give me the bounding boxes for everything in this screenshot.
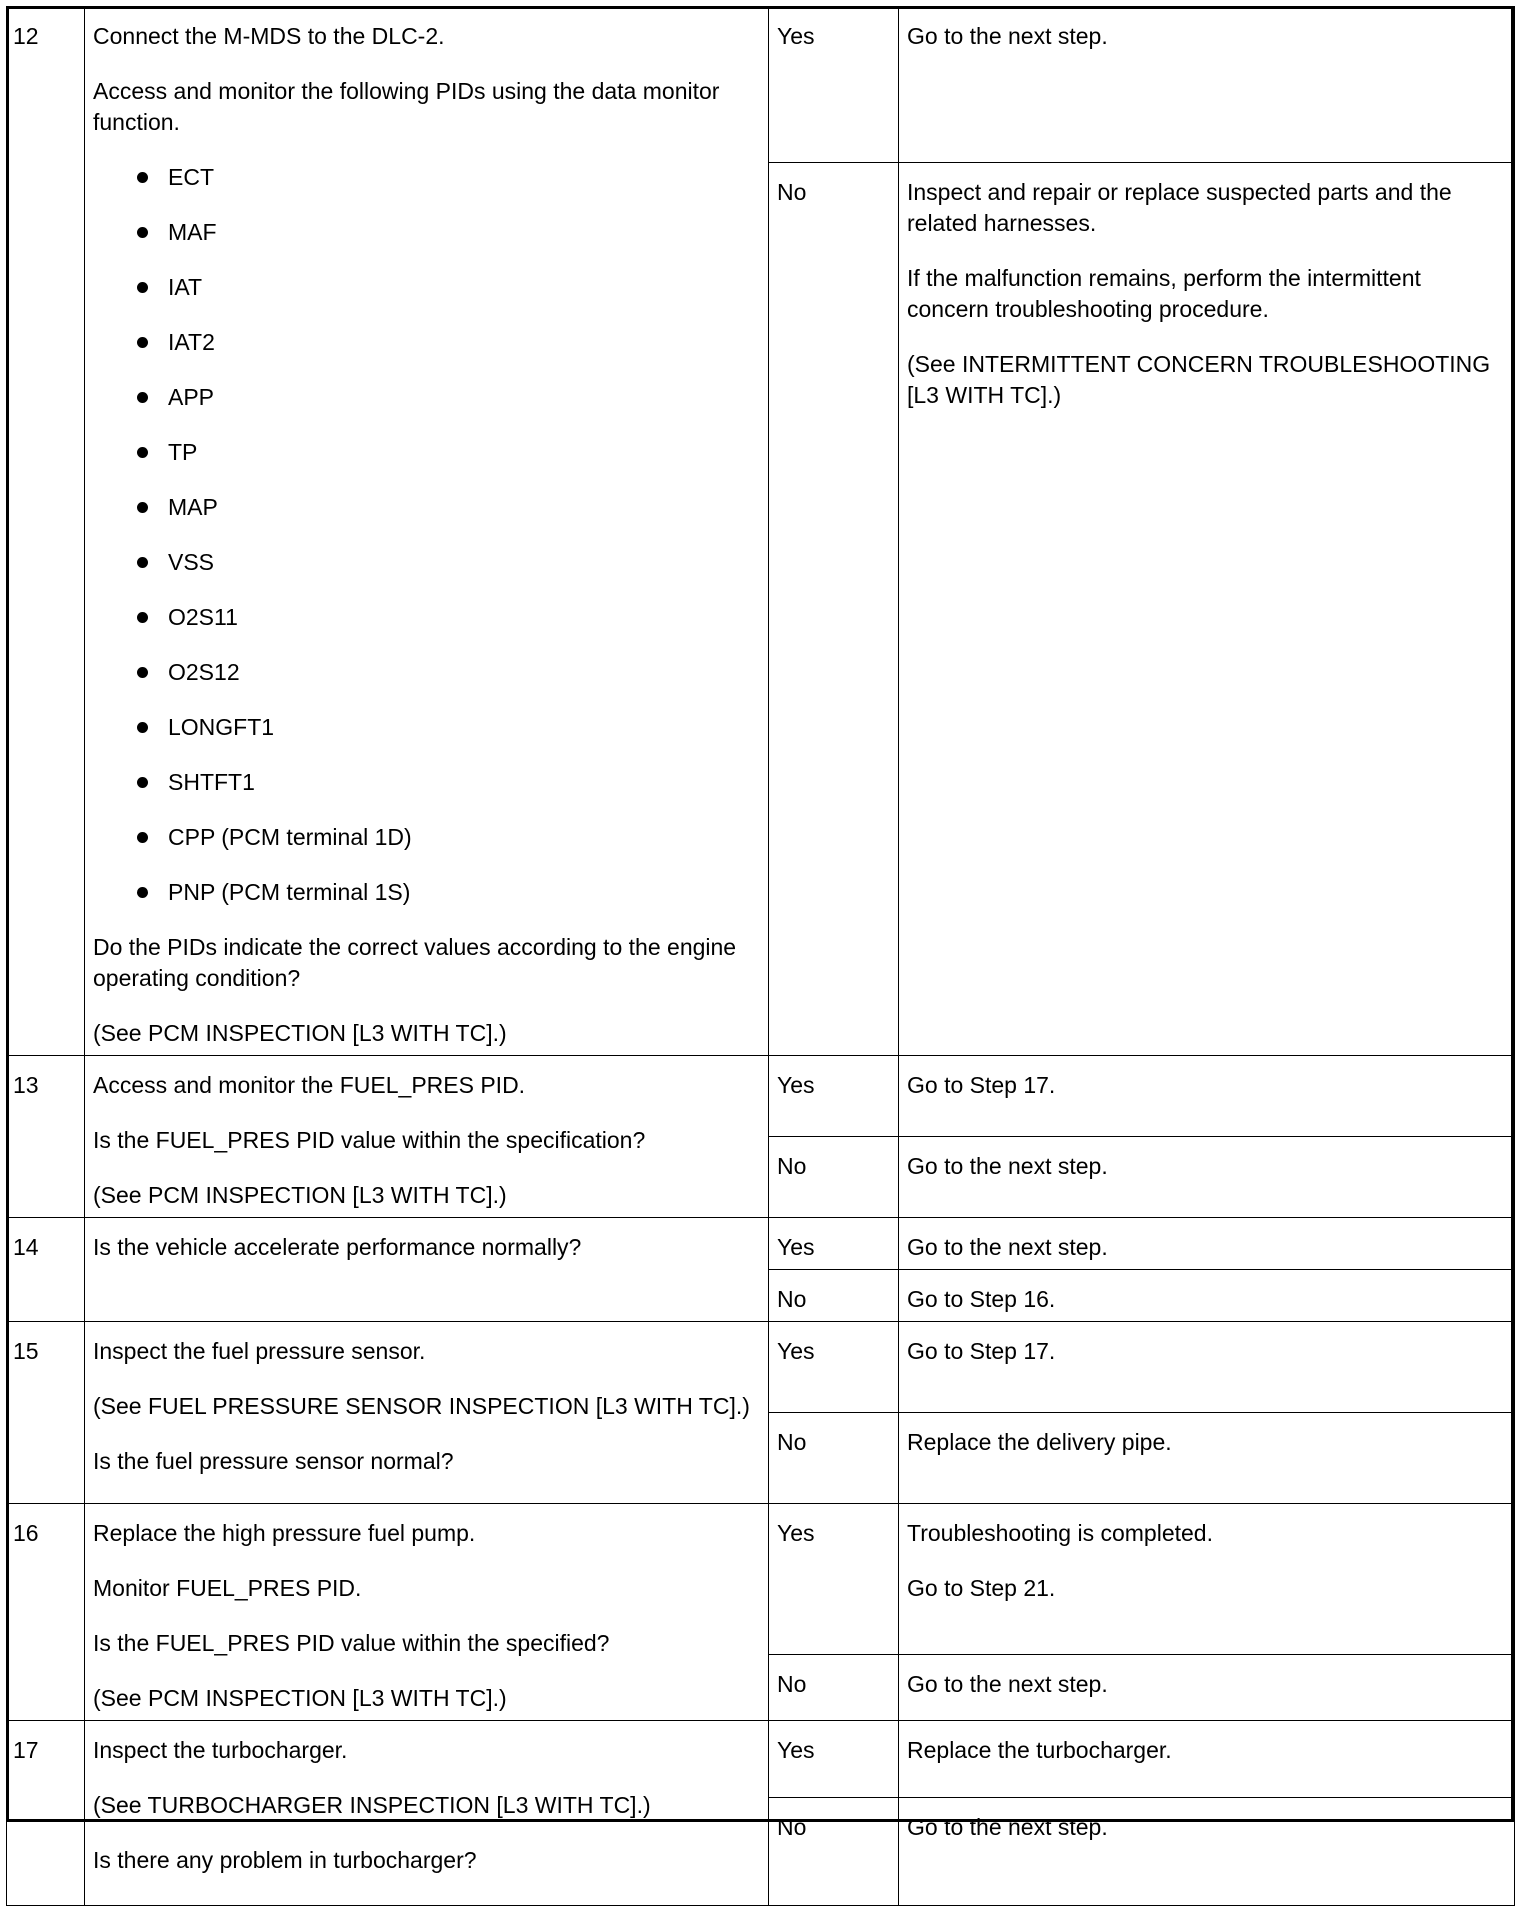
step-action: Access and monitor the FUEL_PRES PID. Is the FUEL_PRES PID value within the specification? (See PCM INSPECTION [L3 WITH TC].) — [85, 1056, 769, 1218]
action-line: Do the PIDs indicate the correct values according to the engine operating condition? — [93, 934, 737, 991]
yes-action: Troubleshooting is completed. Go to Step 21. — [899, 1504, 1515, 1655]
list-item: IAT2 — [131, 327, 760, 358]
list-item: MAF — [131, 217, 760, 248]
list-item: O2S11 — [131, 602, 760, 633]
yes-action: Go to the next step. — [899, 7, 1515, 163]
no-label: No — [769, 1137, 899, 1218]
step-number: 16 — [7, 1504, 85, 1721]
yes-action: Go to Step 17. — [899, 1322, 1515, 1413]
step-action: Inspect the fuel pressure sensor. (See FUEL PRESSURE SENSOR INSPECTION [L3 WITH TC].) Is the fuel pressure sensor normal? — [85, 1322, 769, 1504]
step-action: Replace the high pressure fuel pump. Monitor FUEL_PRES PID. Is the FUEL_PRES PID value within the specified? (See PCM INSPECTION [L3 WITH TC].) — [85, 1504, 769, 1721]
no-action: Go to the next step. — [899, 1654, 1515, 1720]
action-line: (See PCM INSPECTION [L3 WITH TC].) — [93, 1020, 507, 1046]
list-item: CPP (PCM terminal 1D) — [131, 822, 760, 853]
yes-action: Go to Step 17. — [899, 1056, 1515, 1137]
no-label: No — [769, 163, 899, 1056]
step-number: 12 — [7, 7, 85, 1056]
step-number: 13 — [7, 1056, 85, 1218]
no-label: No — [769, 1798, 899, 1906]
action-line: Connect the M-MDS to the DLC-2. — [93, 23, 445, 49]
no-label: No — [769, 1413, 899, 1504]
yes-label: Yes — [769, 1721, 899, 1798]
yes-action: Replace the turbocharger. — [899, 1721, 1515, 1798]
step-number: 15 — [7, 1322, 85, 1504]
yes-action: Go to the next step. — [899, 1218, 1515, 1270]
no-action: Go to the next step. — [899, 1137, 1515, 1218]
step-number: 17 — [7, 1721, 85, 1906]
action-line: Access and monitor the following PIDs using the data monitor function. — [93, 78, 720, 135]
no-action: Replace the delivery pipe. — [899, 1413, 1515, 1504]
no-label: No — [769, 1270, 899, 1322]
list-item: MAP — [131, 492, 760, 523]
list-item: O2S12 — [131, 657, 760, 688]
list-item: IAT — [131, 272, 760, 303]
step-action: Is the vehicle accelerate performance normally? — [85, 1218, 769, 1322]
list-item: APP — [131, 382, 760, 413]
yes-label: Yes — [769, 1322, 899, 1413]
no-label: No — [769, 1654, 899, 1720]
no-action: Inspect and repair or replace suspected parts and the related harnesses. If the malfunction remains, perform the intermittent concern troubleshooting procedure. (See INTERMITTENT CONCERN TROUBLESHOOTING [L3 WITH TC].) — [899, 163, 1515, 1056]
list-item: LONGFT1 — [131, 712, 760, 743]
yes-label: Yes — [769, 1056, 899, 1137]
step-number: 14 — [7, 1218, 85, 1322]
list-item: TP — [131, 437, 760, 468]
no-action: Go to the next step. — [899, 1798, 1515, 1906]
yes-label: Yes — [769, 1218, 899, 1270]
step-action: Inspect the turbocharger. (See TURBOCHARGER INSPECTION [L3 WITH TC].) Is there any problem in turbocharger? — [85, 1721, 769, 1906]
list-item: PNP (PCM terminal 1S) — [131, 877, 760, 908]
list-item: ECT — [131, 162, 760, 193]
list-item: VSS — [131, 547, 760, 578]
yes-label: Yes — [769, 1504, 899, 1655]
list-item: SHTFT1 — [131, 767, 760, 798]
table-outer-border — [6, 6, 1514, 1822]
yes-label: Yes — [769, 7, 899, 163]
no-action: Go to Step 16. — [899, 1270, 1515, 1322]
